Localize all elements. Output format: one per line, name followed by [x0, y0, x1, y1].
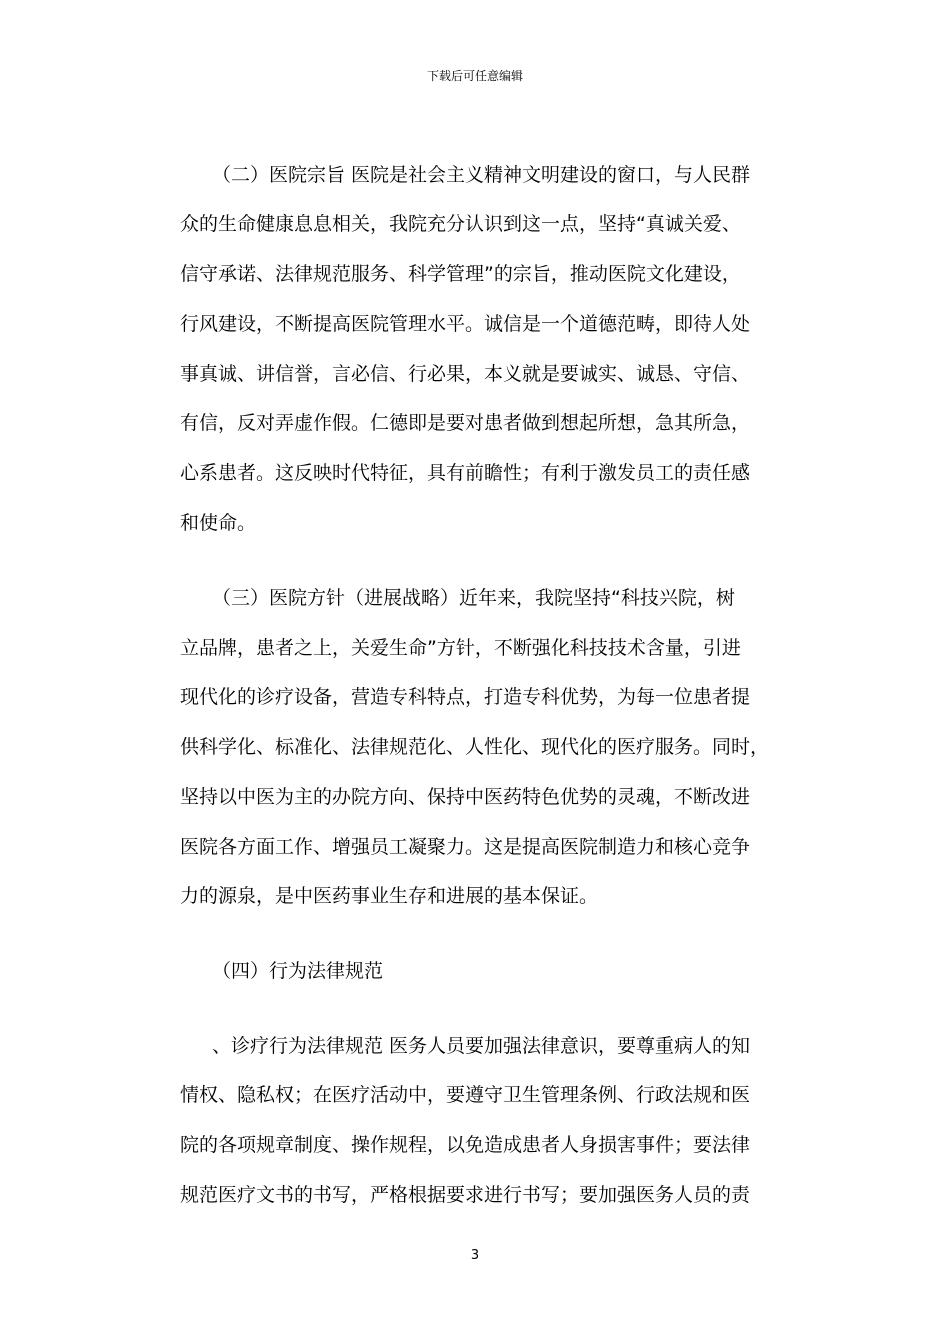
paragraph-line: 立品牌，患者之上，关爱生命”方针，不断强化科技技术含量，引进 [180, 637, 741, 659]
paragraph-line: 院的各项规章制度、操作规程，以免造成患者人身损害事件；要法律 [180, 1134, 751, 1156]
paragraph-line: （二）医院宗旨 医院是社会主义精神文明建设的窗口，与人民群 [212, 164, 751, 186]
paragraph-line: 供科学化、标准化、法律规范化、人性化、现代化的医疗服务。同时， [180, 736, 770, 758]
paragraph-line: 有信，反对弄虚作假。仁德即是要对患者做到想起所想，急其所急， [180, 412, 751, 434]
paragraph-line: 情权、隐私权；在医疗活动中，要遵守卫生管理条例、行政法规和医 [180, 1084, 751, 1106]
paragraph-line: 事真诚、讲信誉，言必信、行必果，本义就是要诚实、诚恳、守信、 [180, 363, 751, 385]
paragraph-line: 心系患者。这反映时代特征，具有前瞻性；有利于激发员工的责任感 [180, 462, 751, 484]
paragraph-line: 医院各方面工作、增强员工凝聚力。这是提高医院制造力和核心竞争 [180, 836, 751, 858]
paragraph-line: （三）医院方针（进展战略）近年来，我院坚持“科技兴院，树 [212, 587, 735, 609]
paragraph-line: 信守承诺、法律规范服务、科学管理”的宗旨，推动医院文化建设， [180, 263, 741, 285]
page-header: 下载后可任意编辑 [426, 69, 523, 83]
paragraph-line: 行风建设，不断提高医院管理水平。诚信是一个道德范畴，即待人处 [180, 313, 751, 335]
paragraph-line: 和使命。 [180, 512, 257, 534]
section-heading: （四）行为法律规范 [212, 960, 384, 982]
paragraph-line: 规范医疗文书的书写，严格根据要求进行书写；要加强医务人员的责 [180, 1184, 751, 1206]
paragraph-line: 众的生命健康息息相关，我院充分认识到这一点，坚持“真诚关爱、 [180, 213, 741, 235]
page-number: 3 [470, 1248, 480, 1263]
paragraph-line: 坚持以中医为主的办院方向、保持中医药特色优势的灵魂，不断改进 [180, 786, 751, 808]
paragraph-line: 现代化的诊疗设备，营造专科特点，打造专科优势，为每一位患者提 [180, 686, 751, 708]
paragraph-line: 、诊疗行为法律规范 医务人员要加强法律意识，要尊重病人的知 [212, 1035, 751, 1057]
paragraph-line: 力的源泉，是中医药事业生存和进展的基本保证。 [180, 885, 599, 907]
